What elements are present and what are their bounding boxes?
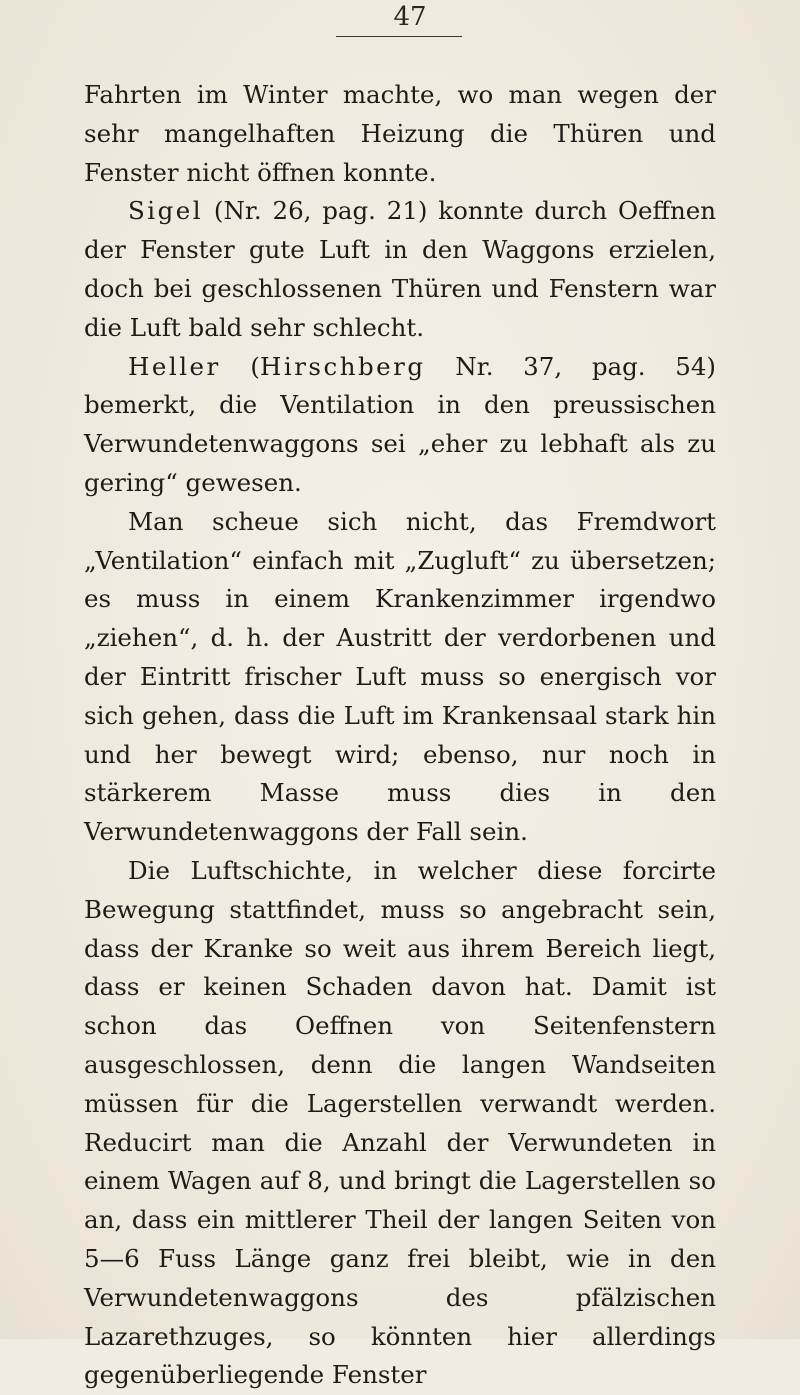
paragraph — [84, 76, 716, 192]
paragraph-text: Nr. 37, pag. 54) bemerkt, die Ventilation in den preussischen Verwundetenwaggons sei „eher zu lebhaft als zu gering“ gewesen. — [84, 351, 716, 497]
paragraph — [84, 192, 716, 347]
author-name: Heller — [128, 351, 221, 381]
author-name: Sigel — [128, 196, 204, 226]
paragraph-text: (Nr. 26, pag. 21) konnte durch Oeffnen der Fenster gute Luft in den Waggons erzielen, doch bei geschlossenen Thüren und Fenstern war die Luft bald sehr schlecht. — [84, 196, 716, 342]
page-number: 47 — [393, 2, 427, 32]
author-name: Hirschberg — [260, 351, 426, 381]
paragraph-text: Man scheue sich nicht, das Fremdwort „Ventilation“ einfach mit „Zugluft“ zu übersetzen; es muss in einem Krankenzimmer irgendwo „ziehen“, d. h. der Austritt der verdorbenen und der Eintritt frischer Luft muss so energisch vor sich gehen, dass die Luft im Krankensaal stark hin und her bewegt wird; ebenso, nur noch in stärkerem Masse muss dies in den Verwundetenwaggons der Fall sein. — [84, 506, 716, 847]
paragraph-text: Die Luftschichte, in welcher diese forcirte Bewegung stattfindet, muss so angebracht sein, dass der Kranke so weit aus ihrem Bereich liegt, dass er keinen Schaden davon hat. Damit ist schon das Oeffnen von Seitenfenstern ausgeschlossen, denn die langen Wandseiten müssen für die Lagerstellen verwandt werden. Reducirt man die Anzahl der Verwundeten in einem Wagen auf 8, und bringt die Lagerstellen so an, dass ein mittlerer Theil der langen Seiten von 5—6 Fuss Länge ganz frei bleibt, wie in den Verwundetenwaggons des pfälzischen Lazarethzuges, so könnten hier allerdings gegenüberliegende Fenster — [84, 855, 716, 1390]
paragraph — [84, 348, 716, 503]
header-rule — [336, 36, 462, 37]
paragraph — [84, 503, 716, 852]
paragraph-text: Fahrten im Winter machte, wo man wegen der sehr mangelhaften Heizung die Thüren und Fenster nicht öffnen konnte. — [84, 80, 716, 187]
body-text — [84, 76, 716, 1395]
paragraph-text: ( — [220, 351, 260, 381]
paragraph — [84, 852, 716, 1395]
